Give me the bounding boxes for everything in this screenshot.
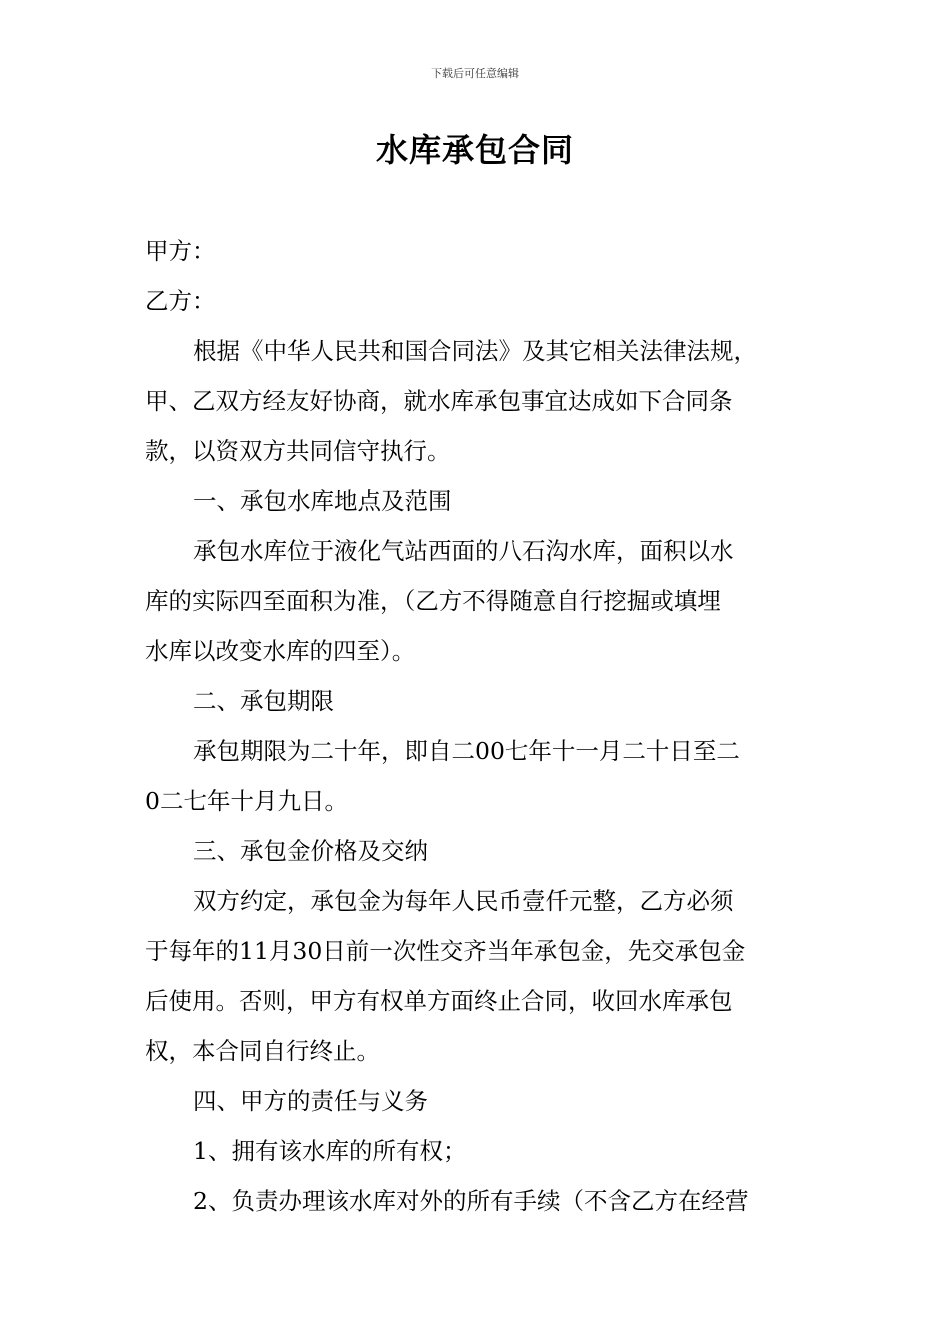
text-line: 权，本合同自行终止。 bbox=[145, 1037, 380, 1065]
text-line: 承包期限为二十年，即自二00七年十一月二十日至二 bbox=[193, 737, 740, 765]
text-line: 四、甲方的责任与义务 bbox=[193, 1087, 428, 1115]
text-line: 甲、乙双方经友好协商，就水库承包事宜达成如下合同条 bbox=[145, 387, 733, 415]
header-note: 下载后可任意编辑 bbox=[431, 67, 519, 80]
document-body bbox=[145, 226, 810, 1226]
text-line: 乙方： bbox=[145, 287, 216, 315]
text-line: 根据《中华人民共和国合同法》及其它相关法律法规， bbox=[193, 337, 757, 365]
text-line: 甲方： bbox=[145, 237, 216, 265]
text-line: 二、承包期限 bbox=[193, 687, 334, 715]
text-line: 1、拥有该水库的所有权； bbox=[193, 1137, 467, 1165]
text-line: 承包水库位于液化气站西面的八石沟水库，面积以水 bbox=[193, 537, 734, 565]
text-line: 一、承包水库地点及范围 bbox=[193, 487, 452, 515]
text-line: 后使用。否则，甲方有权单方面终止合同，收回水库承包 bbox=[145, 987, 733, 1015]
text-line: 三、承包金价格及交纳 bbox=[193, 837, 428, 865]
text-line: 双方约定，承包金为每年人民币壹仟元整，乙方必须 bbox=[193, 887, 734, 915]
text-line: 2、负责办理该水库对外的所有手续（不含乙方在经营 bbox=[193, 1187, 749, 1215]
document-title: 水库承包合同 bbox=[375, 131, 574, 169]
text-line: 库的实际四至面积为准，（乙方不得随意自行挖掘或填埋 bbox=[145, 587, 721, 615]
text-line: 0二七年十月九日。 bbox=[145, 787, 348, 815]
text-line: 于每年的11月30日前一次性交齐当年承包金，先交承包金 bbox=[145, 937, 746, 965]
text-line: 水库以改变水库的四至）。 bbox=[145, 637, 416, 665]
text-line: 款，以资双方共同信守执行。 bbox=[145, 437, 451, 465]
